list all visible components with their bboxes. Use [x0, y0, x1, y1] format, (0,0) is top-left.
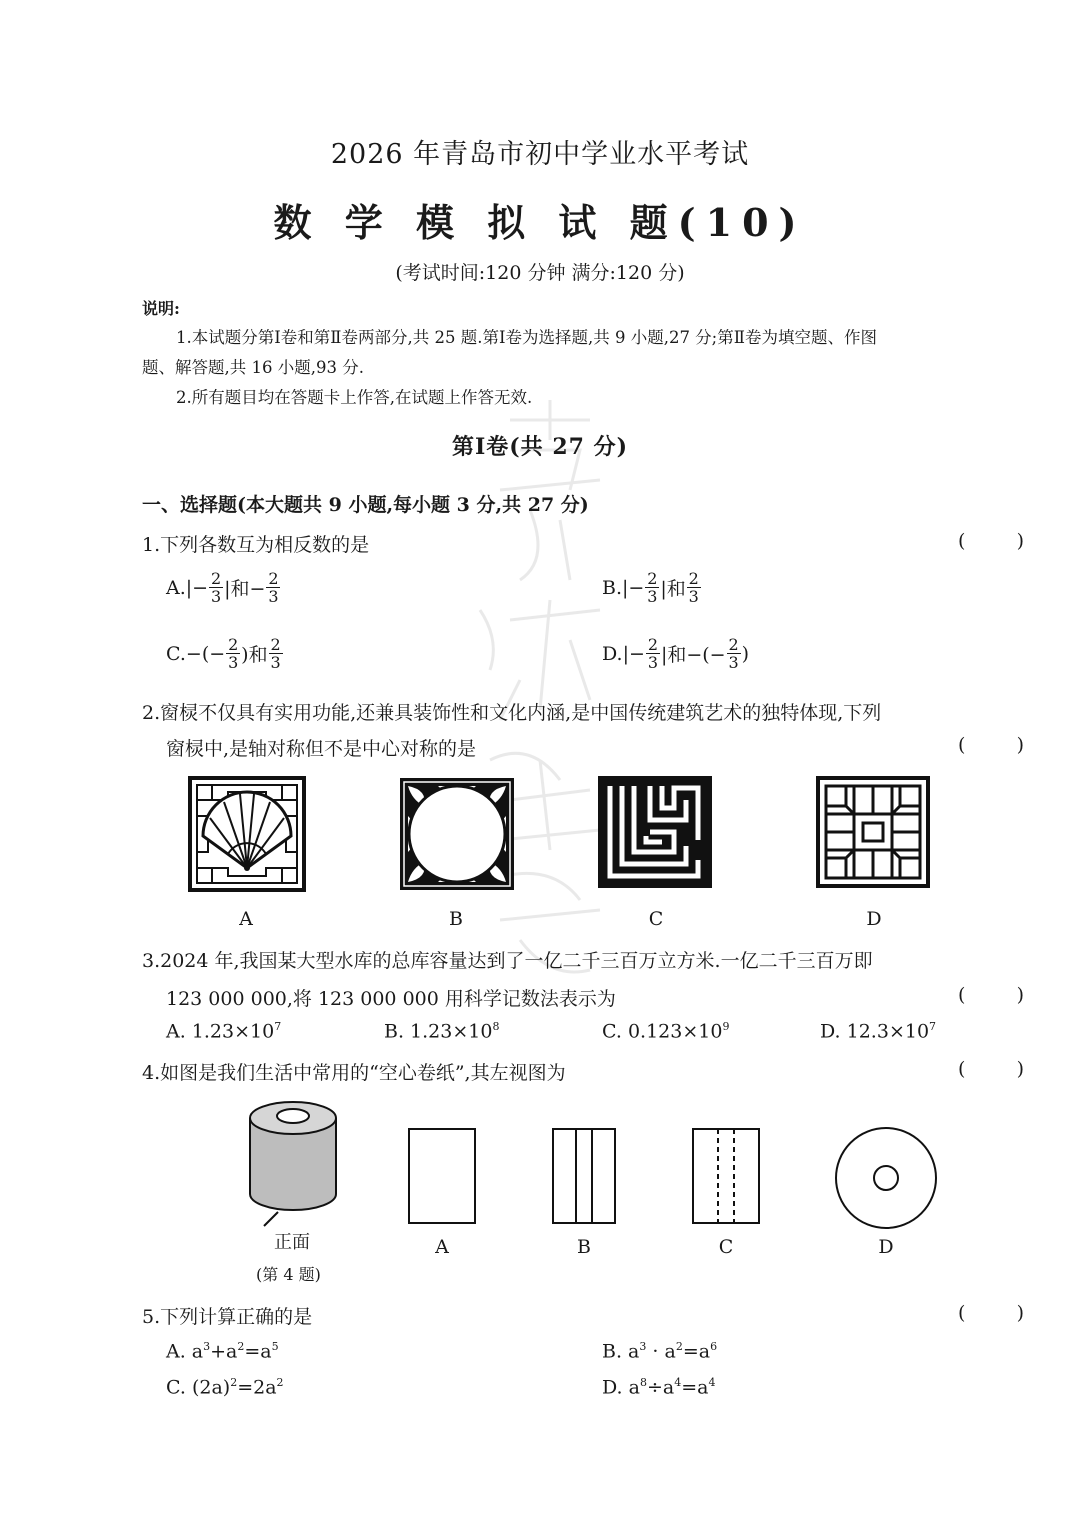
section-title: 第Ⅰ卷(共 27 分) — [451, 434, 629, 460]
fraction: $\frac{2}{3}$ — [270, 635, 281, 672]
q2-stem-line1: 2.窗棂不仅具有实用功能,还兼具装饰性和文化内涵,是中国传统建筑艺术的独特体现,下列 — [142, 702, 882, 724]
q3-stem-line1: 3.2024 年,我国某大型水库的总库容量达到了一亿二千三百万立方米.一亿二千三百万即 — [142, 950, 873, 972]
q4-answer-paren: ( ) — [958, 1058, 1024, 1080]
q3-option-a: A. $1.23\times 10^7$ — [166, 1020, 282, 1043]
note-line-1: 1.本试题分第Ⅰ卷和第Ⅱ卷两部分,共 25 题.第Ⅰ卷为选择题,共 9 小题,27 分;第Ⅱ卷为填空题、作图 — [176, 328, 877, 347]
q4-option-a-rectangle — [408, 1128, 476, 1224]
q2-caption-b: B — [449, 908, 463, 930]
q3-option-b: B. $1.23\times 10^8$ — [384, 1020, 500, 1043]
q4-caption-b: B — [577, 1236, 591, 1258]
fraction: $\frac{2}{3}$ — [728, 635, 739, 672]
fraction: $\frac{2}{3}$ — [688, 569, 699, 606]
q2-stem-line2: 窗棂中,是轴对称但不是中心对称的是 — [166, 738, 477, 760]
page-title: 数 学 模 拟 试 题(10) — [273, 200, 807, 245]
q4-caption-c: C — [718, 1236, 734, 1258]
fraction: $\frac{2}{3}$ — [228, 635, 239, 672]
q2-caption-a: A — [239, 908, 253, 930]
watermark-strokes — [400, 380, 640, 1000]
q4-caption-d: D — [878, 1236, 894, 1258]
q1-stem: 1.下列各数互为相反数的是 — [142, 534, 370, 556]
exam-subtitle: (考试时间:120 分钟 满分:120 分) — [395, 262, 685, 284]
q4-stem: 4.如图是我们生活中常用的“空心卷纸”,其左视图为 — [142, 1062, 566, 1084]
notes-label: 说明: — [142, 299, 180, 318]
q4-option-b-solid-lines — [552, 1128, 616, 1224]
q5-option-d: D. $a^8\div a^4=a^4$ — [602, 1376, 716, 1399]
q5-option-b: B. $a^3 \cdot a^2=a^6$ — [602, 1340, 718, 1363]
q5-option-c: C. $(2a)^2=2a^2$ — [166, 1376, 284, 1399]
lattice-a-fan-figure — [188, 776, 306, 892]
q5-option-a: A. $a^3+a^2=a^5$ — [166, 1340, 279, 1363]
q1-option-c: C. −(− $\frac{2}{3}$ )和 $\frac{2}{3}$ — [166, 635, 281, 672]
q3-stem-line2: 123 000 000,将 123 000 000 用科学记数法表示为 — [166, 988, 616, 1010]
q1-answer-paren: ( ) — [958, 530, 1024, 552]
q4-option-d-circles — [834, 1126, 938, 1230]
lattice-d-grid-figure — [816, 776, 930, 888]
exam-header: 2026 年青岛市初中学业水平考试 — [330, 139, 750, 170]
paper-roll-figure — [244, 1092, 344, 1242]
q1-option-b: B. |− $\frac{2}{3}$ |和 $\frac{2}{3}$ — [602, 569, 699, 606]
q4-option-c-dashed-lines — [692, 1128, 760, 1224]
fraction: $\frac{2}{3}$ — [647, 569, 658, 606]
q3-option-c: C. $0.123\times 10^9$ — [602, 1020, 730, 1043]
part-title: 一、选择题(本大题共 9 小题,每小题 3 分,共 27 分) — [142, 494, 589, 516]
lattice-b-circle-figure — [398, 776, 516, 892]
note-line-3: 2.所有题目均在答题卡上作答,在试题上作答无效. — [176, 388, 533, 407]
note-line-2: 题、解答题,共 16 小题,93 分. — [142, 358, 364, 377]
fraction: $\frac{2}{3}$ — [211, 569, 222, 606]
fraction: $\frac{2}{3}$ — [268, 569, 279, 606]
q5-answer-paren: ( ) — [958, 1302, 1024, 1324]
q1-option-d: D. |− $\frac{2}{3}$ |和−(− $\frac{2}{3}$ ) — [602, 635, 750, 672]
q2-caption-c: C — [648, 908, 664, 930]
q2-caption-d: D — [866, 908, 882, 930]
q3-answer-paren: ( ) — [958, 984, 1024, 1006]
q4-figure-caption: (第 4 题) — [256, 1265, 321, 1284]
q3-option-d: D. $12.3\times 10^7$ — [820, 1020, 937, 1043]
lattice-c-maze-figure — [598, 776, 712, 888]
q1-option-a: A. |− $\frac{2}{3}$ |和− $\frac{2}{3}$ — [166, 569, 279, 606]
front-label: 正面 — [274, 1232, 310, 1253]
q2-answer-paren: ( ) — [958, 734, 1024, 756]
q5-stem: 5.下列计算正确的是 — [142, 1306, 313, 1328]
fraction: $\frac{2}{3}$ — [647, 635, 659, 672]
q4-caption-a: A — [435, 1236, 449, 1258]
